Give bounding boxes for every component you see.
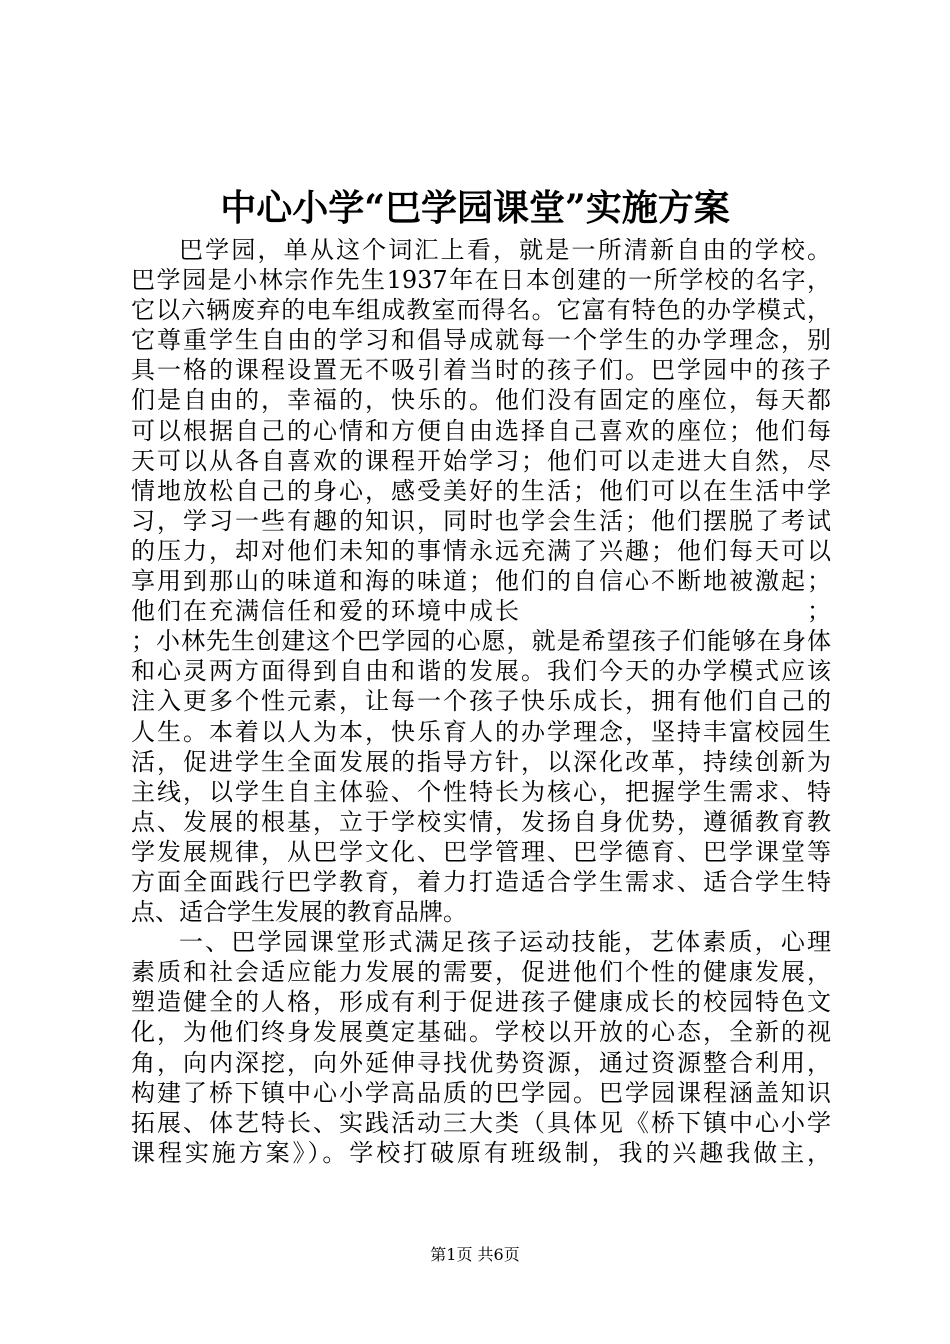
paragraph-1-line-17: 人生。本着以人为本，快乐育人的办学理念，坚持丰富校园生 bbox=[131, 717, 831, 746]
document-body bbox=[131, 235, 831, 1168]
paragraph-1-line-9: 情地放松自己的身心，感受美好的生活；他们可以在生活中学 bbox=[131, 476, 831, 505]
paragraph-1-line-7: 可以根据自己的心情和方便自由选择自己喜欢的座位；他们每 bbox=[131, 416, 831, 445]
paragraph-2-line-7: 拓展、体艺特长、实践活动三大类（具体见《桥下镇中心小学 bbox=[131, 1108, 831, 1137]
paragraph-1-line-23: 点、适合学生发展的教育品牌。 bbox=[131, 898, 467, 927]
paragraph-1-line-21: 学发展规律，从巴学文化、巴学管理、巴学德育、巴学课堂等 bbox=[131, 837, 831, 866]
paragraph-1-line-13: 他们在充满信任和爱的环境中成长 ； bbox=[131, 597, 831, 626]
paragraph-2-line-1: 一、巴学园课堂形式满足孩子运动技能，艺体素质，心理 bbox=[179, 928, 831, 957]
paragraph-2-line-4: 化，为他们终身发展奠定基础。学校以开放的心态，全新的视 bbox=[131, 1018, 831, 1047]
paragraph-2-line-5: 角，向内深挖，向外延伸寻找优势资源，通过资源整合利用， bbox=[131, 1048, 831, 1077]
paragraph-1-line-6: 们是自由的，幸福的，快乐的。他们没有固定的座位，每天都 bbox=[131, 386, 831, 415]
paragraph-2-line-2: 素质和社会适应能力发展的需要，促进他们个性的健康发展， bbox=[131, 958, 831, 987]
paragraph-1-line-14: ；小林先生创建这个巴学园的心愿，就是希望孩子们能够在身体 bbox=[131, 627, 831, 656]
paragraph-1-line-11: 的压力，却对他们未知的事情永远充满了兴趣；他们每天可以 bbox=[131, 536, 831, 565]
paragraph-1-line-12: 享用到那山的味道和海的味道；他们的自信心不断地被激起； bbox=[131, 567, 831, 596]
paragraph-1-line-22: 方面全面践行巴学教育，着力打造适合学生需求、适合学生特 bbox=[131, 867, 831, 896]
paragraph-1-line-2: 巴学园是小林宗作先生1937年在日本创建的一所学校的名字， bbox=[131, 266, 831, 295]
paragraph-1-line-5: 具一格的课程设置无不吸引着当时的孩子们。巴学园中的孩子 bbox=[131, 356, 831, 385]
paragraph-1-line-18: 活，促进学生全面发展的指导方针，以深化改革，持续创新为 bbox=[131, 747, 831, 776]
paragraph-1-line-16: 注入更多个性元素，让每一个孩子快乐成长，拥有他们自己的 bbox=[131, 687, 831, 716]
paragraph-1-line-19: 主线，以学生自主体验、个性特长为核心，把握学生需求、特 bbox=[131, 777, 831, 806]
paragraph-1-line-3: 它以六辆废弃的电车组成教室而得名。它富有特色的办学模式， bbox=[131, 296, 831, 325]
paragraph-1-line-1: 巴学园，单从这个词汇上看，就是一所清新自由的学校。 bbox=[179, 236, 831, 264]
paragraph-2-line-6: 构建了桥下镇中心小学高品质的巴学园。巴学园课程涵盖知识 bbox=[131, 1078, 831, 1107]
page-number-footer: 第1页 共6页 bbox=[430, 1245, 520, 1264]
paragraph-1-line-20: 点、发展的根基，立于学校实情，发扬自身优势，遵循教育教 bbox=[131, 807, 831, 836]
paragraph-1-line-10: 习，学习一些有趣的知识，同时也学会生活；他们摆脱了考试 bbox=[131, 506, 831, 535]
paragraph-2-line-8: 课程实施方案》）。学校打破原有班级制，我的兴趣我做主， bbox=[131, 1138, 831, 1167]
paragraph-2-line-3: 塑造健全的人格，形成有利于促进孩子健康成长的校园特色文 bbox=[131, 988, 831, 1017]
document-title: 中心小学“巴学园课堂”实施方案 bbox=[220, 187, 730, 229]
paragraph-1-line-4: 它尊重学生自由的学习和倡导成就每一个学生的办学理念，别 bbox=[131, 326, 831, 355]
paragraph-1-line-15: 和心灵两方面得到自由和谐的发展。我们今天的办学模式应该 bbox=[131, 657, 831, 686]
paragraph-1-line-8: 天可以从各自喜欢的课程开始学习；他们可以走进大自然，尽 bbox=[131, 446, 831, 475]
